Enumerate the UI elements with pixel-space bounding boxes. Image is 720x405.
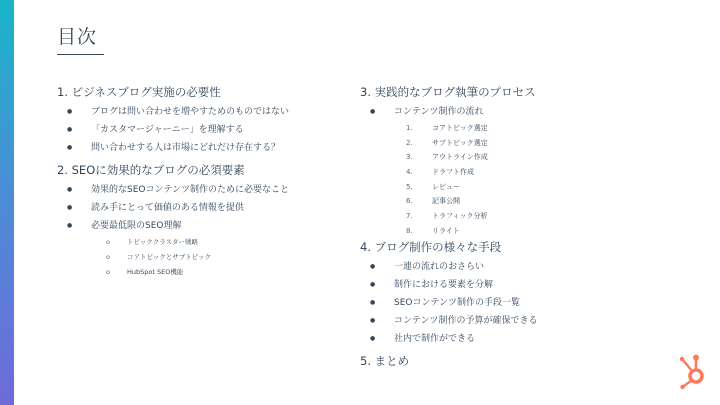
section-heading-1: 1. ビジネスブログ実施の必要性 [57, 85, 221, 99]
step-number: 3. [406, 153, 413, 162]
step-item [360, 209, 700, 224]
process-steps-list [360, 121, 700, 239]
step-label: ドラフト作成 [432, 168, 474, 177]
list-item: ● 一連の流れのおさらい [360, 258, 700, 276]
step-label: アウトライン作成 [432, 153, 488, 162]
list-item: ● ブログは問い合わせを増やすためのものではない [57, 103, 357, 121]
step-item [360, 150, 700, 165]
sub-list-item: o コアトピックとサブトピック [57, 250, 357, 265]
step-number: 6. [406, 197, 413, 206]
step-number: 2. [406, 138, 413, 147]
accent-bar [0, 0, 14, 405]
section-3-list [360, 103, 700, 121]
section-4-list [360, 258, 700, 348]
section-heading-4: 4. ブログ制作の様々な手段 [360, 239, 502, 254]
step-number: 1. [406, 124, 413, 132]
step-label: サブトピック選定 [432, 138, 488, 147]
page-title: 目次 [57, 26, 98, 48]
list-item: ● SEOコンテンツ制作の手段一覧 [360, 294, 700, 312]
list-item: ● コンテンツ制作の予算が確保できる [360, 312, 700, 330]
list-item: ● 社内で制作ができる [360, 330, 700, 348]
step-item [360, 121, 700, 136]
toc-right-column [360, 84, 700, 369]
step-number: 7. [406, 212, 413, 221]
section-heading-5: 5. まとめ [360, 353, 410, 368]
step-number: 4. [406, 168, 413, 177]
section-1-list [57, 103, 357, 157]
seo-sub-list [57, 235, 357, 280]
step-item [360, 165, 700, 180]
hubspot-sprocket-icon [677, 354, 707, 390]
step-number: 5. [406, 182, 413, 191]
sub-list-item: o HubSpot SEO機能 [57, 265, 357, 280]
step-item [360, 136, 700, 151]
step-item [360, 224, 700, 239]
step-label: トラフィック分析 [432, 212, 488, 221]
list-item: ● 効果的なSEOコンテンツ制作のために必要なこと [57, 181, 357, 199]
step-label: 記事公開 [432, 197, 460, 206]
toc-left-column [57, 84, 357, 280]
list-item: ● 制作における要素を分解 [360, 276, 700, 294]
list-item: ● 読み手にとって価値のある情報を提供 [57, 199, 357, 217]
step-label: レビュー [432, 182, 460, 191]
list-item: ● 必要最低限のSEO理解 [57, 217, 357, 235]
step-item [360, 194, 700, 209]
list-item: ● 問い合わせする人は市場にどれだけ存在する？ [57, 139, 357, 157]
step-item [360, 180, 700, 195]
sub-list-item: o トピッククラスター戦略 [57, 235, 357, 250]
list-item: ● 「カスタマージャーニー」を理解する [57, 121, 357, 139]
step-label: リライト [432, 226, 460, 235]
section-2-list [57, 181, 357, 235]
list-item: ● コンテンツ制作の流れ [360, 103, 700, 121]
section-heading-2: 2. SEOに効果的なブログの必須要素 [57, 163, 245, 177]
step-label: コアトピック選定 [432, 124, 488, 132]
step-number: 8. [406, 226, 413, 235]
title-underline [57, 54, 104, 55]
section-heading-3: 3. 実践的なブログ執筆のプロセス [360, 85, 536, 99]
